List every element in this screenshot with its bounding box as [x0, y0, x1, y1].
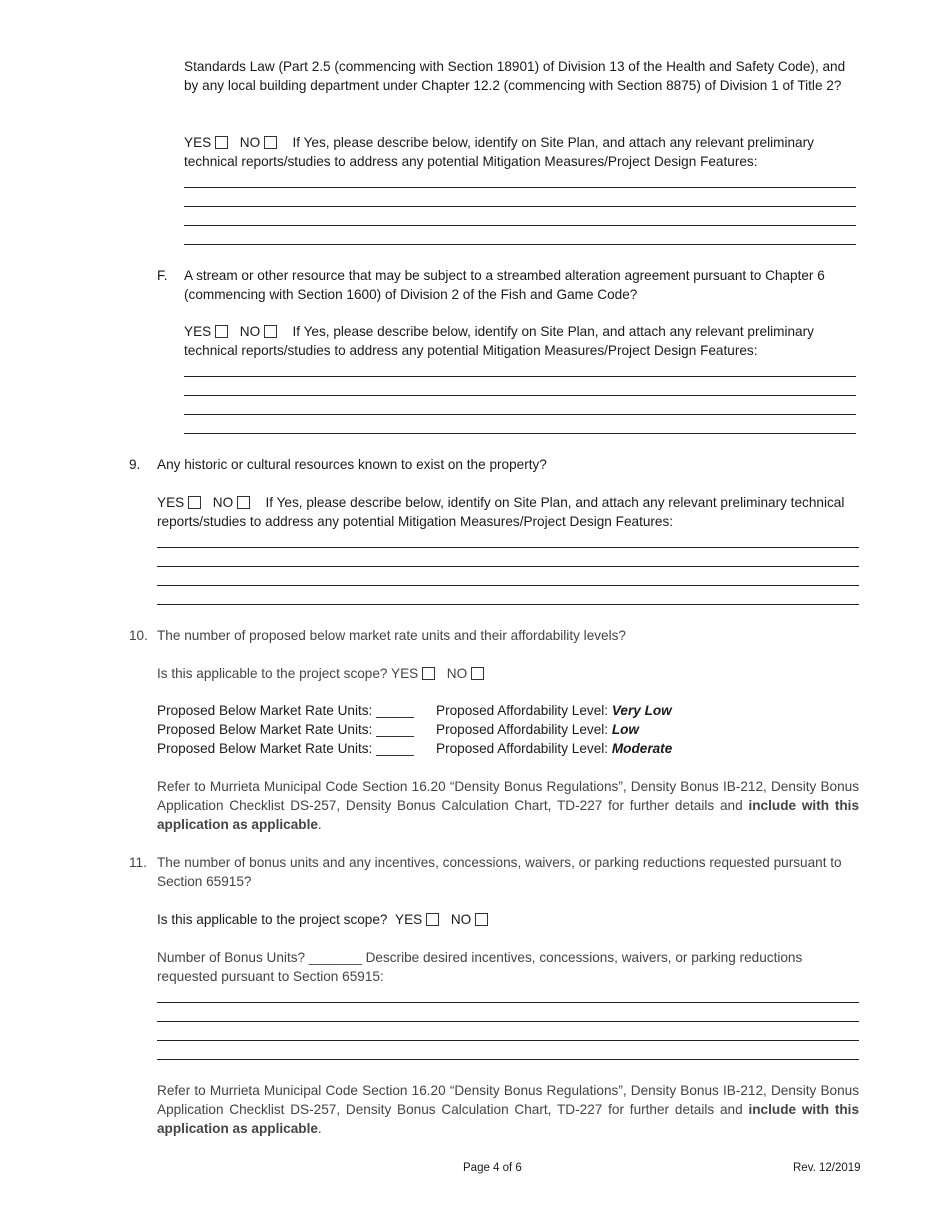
item-10-number: 10.	[129, 628, 148, 643]
no-label: NO	[239, 135, 261, 150]
section-9-yes-no	[157, 493, 857, 531]
affordability-very-low	[436, 701, 672, 720]
item-11-question: The number of bonus units and any incentives, concessions, waivers, or parking reductions requested pursuant to Section 65915?	[157, 855, 842, 889]
answer-line[interactable]	[157, 1002, 859, 1003]
yes-prompt: If Yes, please describe below, identify on Site Plan, and attach any relevant preliminary technical reports/studies to address any potential Mitigation Measures/Project Design Features:	[184, 324, 814, 358]
refer-text-main: Refer to Murrieta Municipal Code Section 16.20 “Density Bonus Regulations”, Density Bonus IB-212, Density Bonus Application Checklist DS-257, Density Bonus Calculation Chart, TD-227 for further details and	[157, 1083, 859, 1117]
answer-line[interactable]	[184, 414, 856, 415]
answer-line[interactable]	[157, 1040, 859, 1041]
units-label: Proposed Below Market Rate Units:	[157, 722, 373, 737]
no-label: NO	[239, 324, 261, 339]
intro-continuation: Standards Law (Part 2.5 (commencing with Section 18901) of Division 13 of the Health and Safety Code), and by any local building department under Chapter 12.2 (commencing with Section 8875) of Division 1 of Title 2?	[184, 59, 846, 93]
yes-checkbox[interactable]	[188, 496, 201, 509]
answer-line[interactable]	[184, 376, 856, 377]
yes-label: YES	[184, 324, 212, 339]
bmr-row-very-low	[157, 701, 414, 720]
answer-line[interactable]	[184, 206, 856, 207]
units-label: Proposed Below Market Rate Units:	[157, 703, 373, 718]
answer-line[interactable]	[184, 244, 856, 245]
yes-label: YES	[391, 666, 419, 681]
yes-checkbox[interactable]	[422, 667, 435, 680]
item-f-question: A stream or other resource that may be subject to a streambed alteration agreement pursuant to Chapter 6 (commencing with Section 1600) of Division 2 of the Fish and Game Code?	[184, 268, 825, 302]
applicable-question: Is this applicable to the project scope?	[157, 912, 388, 927]
yes-checkbox[interactable]	[215, 325, 228, 338]
no-checkbox[interactable]	[264, 325, 277, 338]
item-11-number: 11.	[129, 855, 147, 870]
answer-line[interactable]	[157, 1021, 859, 1022]
page-number: Page 4 of 6	[463, 1162, 522, 1174]
yes-label: YES	[184, 135, 212, 150]
refer-text-end: .	[317, 817, 322, 832]
units-blank[interactable]: _____	[376, 722, 414, 737]
yes-checkbox[interactable]	[215, 136, 228, 149]
yes-prompt: If Yes, please describe below, identify on Site Plan, and attach any relevant preliminary technical reports/studies to address any potential Mitigation Measures/Project Design Features:	[157, 495, 845, 529]
level-label: Proposed Affordability Level:	[436, 722, 609, 737]
level-label: Proposed Affordability Level:	[436, 741, 609, 756]
level-value: Low	[611, 722, 640, 737]
refer-text-11	[157, 1081, 859, 1138]
item-f-letter: F.	[157, 268, 168, 283]
refer-text-10	[157, 777, 859, 834]
answer-line[interactable]	[157, 547, 859, 548]
yes-label: YES	[157, 495, 185, 510]
no-checkbox[interactable]	[475, 913, 488, 926]
answer-line[interactable]	[157, 566, 859, 567]
bonus-units-prompt: Number of Bonus Units? _______ Describe desired incentives, concessions, waivers, or parking reductions requested pursuant to Section 65915:	[157, 950, 803, 984]
no-checkbox[interactable]	[264, 136, 277, 149]
yes-checkbox[interactable]	[426, 913, 439, 926]
item-11-applicable	[157, 910, 857, 929]
item-9-number: 9.	[129, 457, 141, 472]
bmr-row-moderate	[157, 739, 414, 758]
no-label: NO	[450, 912, 472, 927]
item-10-applicable	[157, 664, 857, 683]
level-value: Moderate	[611, 741, 673, 756]
affordability-moderate	[436, 739, 672, 758]
no-checkbox[interactable]	[471, 667, 484, 680]
bmr-row-low	[157, 720, 414, 739]
no-label: NO	[212, 495, 234, 510]
no-checkbox[interactable]	[237, 496, 250, 509]
revision-date: Rev. 12/2019	[793, 1162, 861, 1174]
answer-line[interactable]	[184, 395, 856, 396]
no-label: NO	[446, 666, 468, 681]
refer-text-bold: include with this application as applicable	[157, 1102, 860, 1136]
answer-line[interactable]	[184, 433, 856, 434]
refer-text-bold: include with this application as applicable	[157, 798, 860, 832]
answer-line[interactable]	[157, 604, 859, 605]
refer-text-main: Refer to Murrieta Municipal Code Section 16.20 “Density Bonus Regulations”, Density Bonus IB-212, Density Bonus Application Checklist DS-257, Density Bonus Calculation Chart, TD-227 for further details and	[157, 779, 859, 813]
units-label: Proposed Below Market Rate Units:	[157, 741, 373, 756]
yes-prompt: If Yes, please describe below, identify on Site Plan, and attach any relevant preliminary technical reports/studies to address any potential Mitigation Measures/Project Design Features:	[184, 135, 814, 169]
item-9-question: Any historic or cultural resources known to exist on the property?	[157, 457, 547, 472]
item-10-question: The number of proposed below market rate units and their affordability levels?	[157, 628, 626, 643]
units-blank[interactable]: _____	[376, 703, 414, 718]
level-value: Very Low	[611, 703, 672, 718]
section-f-yes-no	[184, 322, 856, 360]
units-blank[interactable]: _____	[376, 741, 414, 756]
answer-line[interactable]	[184, 187, 856, 188]
answer-line[interactable]	[157, 585, 859, 586]
section-e-yes-no	[184, 133, 856, 171]
applicable-question: Is this applicable to the project scope?	[157, 666, 388, 681]
refer-text-end: .	[317, 1121, 322, 1136]
affordability-low	[436, 720, 639, 739]
answer-line[interactable]	[157, 1059, 859, 1060]
yes-label: YES	[395, 912, 423, 927]
answer-line[interactable]	[184, 225, 856, 226]
level-label: Proposed Affordability Level:	[436, 703, 609, 718]
